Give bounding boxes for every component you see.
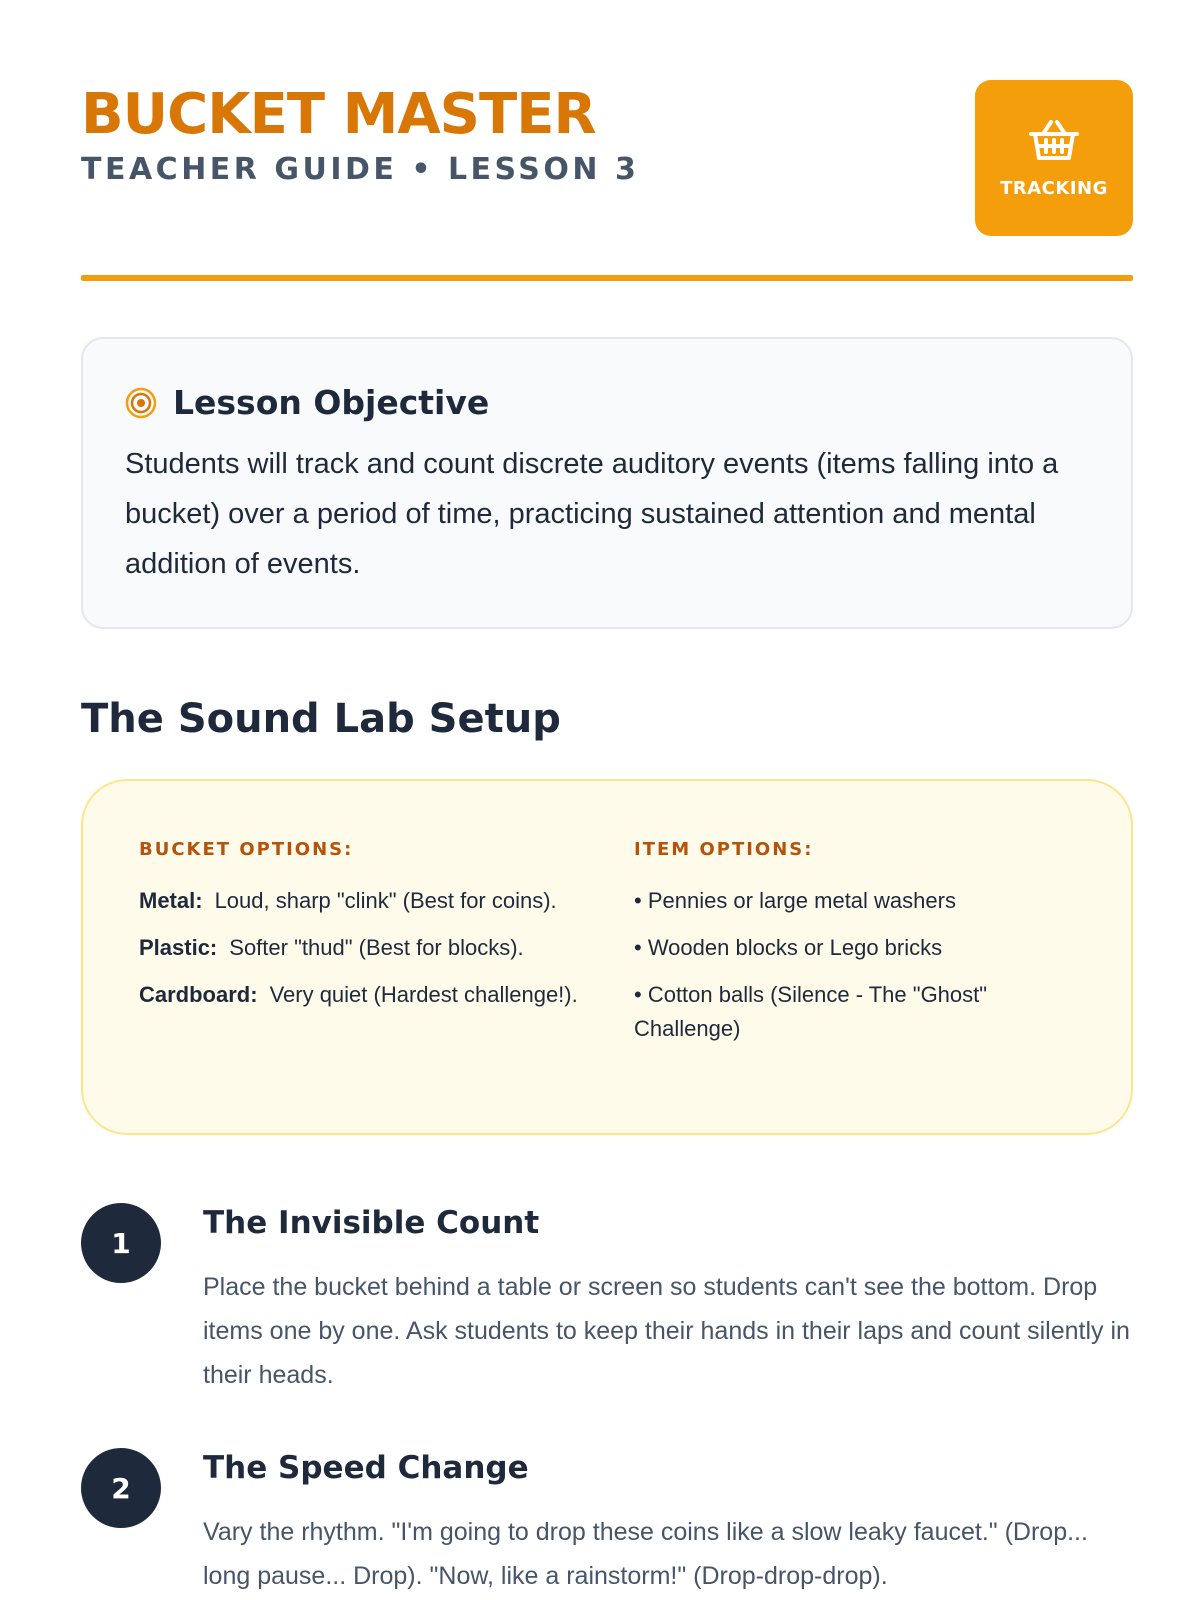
tracking-button-label: TRACKING: [1000, 177, 1108, 199]
objective-text: Students will track and count discrete auditory events (items falling into a bucket) over a period of time, practicing sustained attention and mental addition of events.: [125, 448, 1059, 580]
bucket-option: [139, 884, 579, 918]
bucket-options: [139, 839, 579, 1025]
item-option: • Pennies or large metal washers: [634, 888, 956, 913]
bucket-option-name: Cardboard:: [139, 982, 258, 1007]
bucket-options-heading: BUCKET OPTIONS:: [139, 839, 354, 860]
page-title: BUCKET MASTER: [81, 82, 596, 147]
header-divider: [81, 275, 1133, 281]
step-title: The Invisible Count: [203, 1205, 540, 1241]
step-body: Vary the rhythm. "I'm going to drop these coins like a slow leaky faucet." (Drop... long pause... Drop). "Now, like a rainstorm!" (Drop-drop-drop).: [203, 1518, 1088, 1590]
tracking-button[interactable]: [975, 80, 1133, 236]
item-options-heading: ITEM OPTIONS:: [634, 839, 814, 860]
basket-icon: [1027, 118, 1081, 164]
objective-heading: [125, 383, 489, 422]
bucket-option: [139, 931, 579, 965]
step-number: 1: [81, 1203, 161, 1283]
objective-card: [81, 337, 1133, 629]
bucket-option: [139, 978, 579, 1012]
item-option: • Cotton balls (Silence - The "Ghost" Challenge): [634, 982, 988, 1041]
item-option: • Wooden blocks or Lego bricks: [634, 935, 943, 960]
step-title: The Speed Change: [203, 1450, 529, 1486]
item-options: [634, 839, 1074, 1059]
page-header: [81, 80, 1133, 236]
bucket-option-desc: Very quiet (Hardest challenge!).: [269, 982, 578, 1007]
bucket-option-desc: Softer "thud" (Best for blocks).: [229, 935, 524, 960]
target-icon: [125, 387, 157, 419]
bucket-option-name: Metal:: [139, 888, 203, 913]
page-subtitle: TEACHER GUIDE • LESSON 3: [81, 152, 640, 187]
objective-title: Lesson Objective: [173, 383, 490, 422]
section-title: The Sound Lab Setup: [81, 696, 561, 742]
step-body: Place the bucket behind a table or screen so students can't see the bottom. Drop items one by one. Ask students to keep their hands in their laps and count silently in their heads.: [203, 1273, 1130, 1389]
bucket-option-desc: Loud, sharp "clink" (Best for coins).: [214, 888, 557, 913]
bucket-option-name: Plastic:: [139, 935, 218, 960]
step-number: 2: [81, 1448, 161, 1528]
setup-card: [81, 779, 1133, 1135]
